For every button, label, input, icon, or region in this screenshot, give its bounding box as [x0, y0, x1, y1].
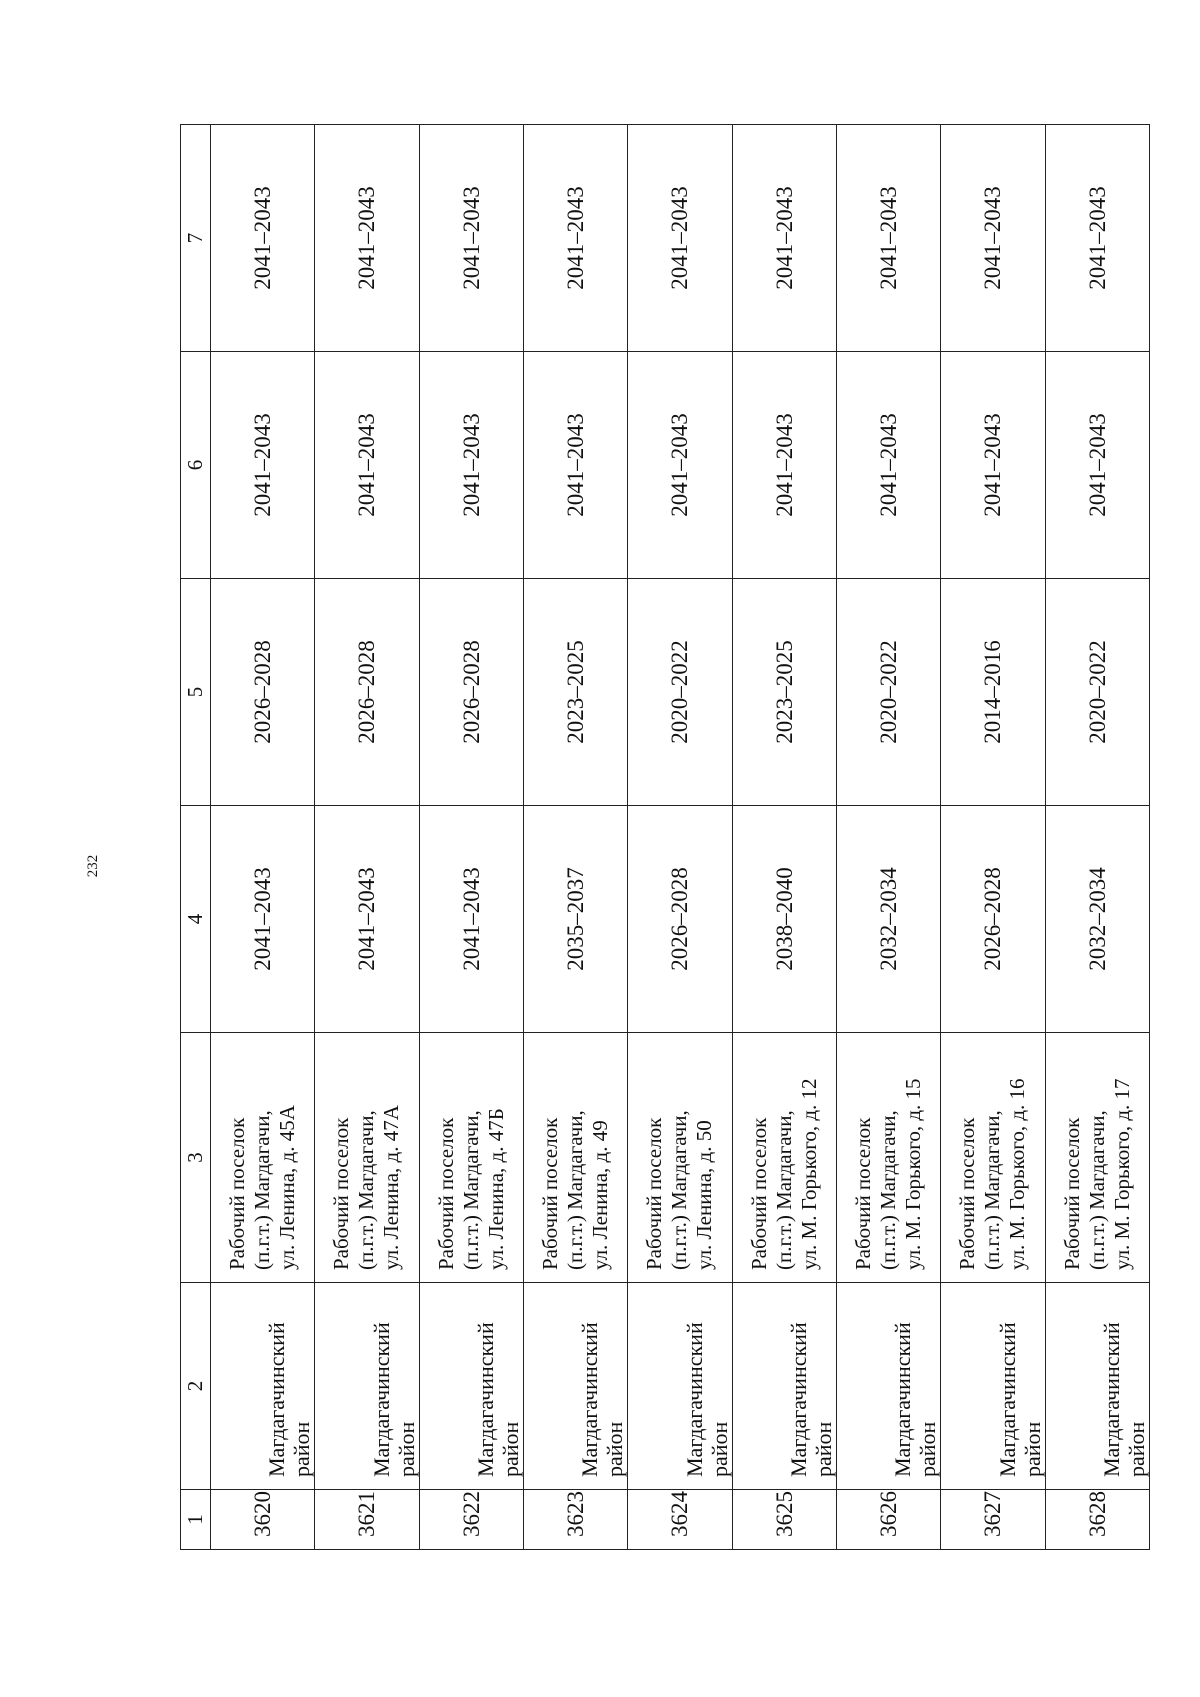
- address-line: (п.г.т.) Магдагачи,: [980, 1110, 1005, 1270]
- table-row: [523, 125, 627, 1550]
- row-number-cell: 3621: [315, 1490, 419, 1550]
- period-cell: 2026–2028: [315, 579, 419, 806]
- row-number-cell: 3625: [732, 1490, 836, 1550]
- column-header: 5: [181, 579, 211, 806]
- table-row: [732, 125, 836, 1550]
- period-cell: 2032–2034: [836, 806, 940, 1033]
- address-cell: [836, 1033, 940, 1283]
- period-cell: 2041–2043: [315, 806, 419, 1033]
- address-cell: [732, 1033, 836, 1283]
- address-line: (п.г.т.) Магдагачи,: [563, 1110, 588, 1270]
- period-cell: 2035–2037: [523, 806, 627, 1033]
- period-cell: 2023–2025: [732, 579, 836, 806]
- address-line: ул. М. Горького, д. 12: [796, 1078, 821, 1270]
- address-line: ул. М. Горького, д. 17: [1109, 1078, 1134, 1270]
- address-line: Рабочий поселок: [538, 1117, 563, 1270]
- address-line: ул. Ленина, д. 47Б: [483, 1108, 508, 1270]
- period-cell: 2032–2034: [1045, 806, 1149, 1033]
- period-cell: 2041–2043: [210, 806, 314, 1033]
- district-cell: Магдагачинский район: [523, 1283, 627, 1490]
- column-header: 2: [181, 1283, 211, 1490]
- period-cell: 2041–2043: [315, 125, 419, 352]
- address-line: ул. Ленина, д. 45А: [274, 1105, 299, 1270]
- address-cell: [315, 1033, 419, 1283]
- address-line: (п.г.т.) Магдагачи,: [249, 1110, 274, 1270]
- period-cell: 2041–2043: [941, 125, 1045, 352]
- column-header: 6: [181, 352, 211, 579]
- address-line: Рабочий поселок: [746, 1117, 771, 1270]
- district-cell: Магдагачинский район: [1045, 1283, 1149, 1490]
- address-line: (п.г.т.) Магдагачи,: [1084, 1110, 1109, 1270]
- table-header-row: [181, 125, 211, 1550]
- column-header: 7: [181, 125, 211, 352]
- period-cell: 2041–2043: [628, 125, 732, 352]
- period-cell: 2041–2043: [419, 125, 523, 352]
- address-line: Рабочий поселок: [642, 1117, 667, 1270]
- row-number-cell: 3626: [836, 1490, 940, 1550]
- address-cell: [419, 1033, 523, 1283]
- period-cell: 2026–2028: [941, 806, 1045, 1033]
- period-cell: 2041–2043: [523, 352, 627, 579]
- district-cell: Магдагачинский район: [732, 1283, 836, 1490]
- period-cell: 2041–2043: [523, 125, 627, 352]
- district-cell: Магдагачинский район: [315, 1283, 419, 1490]
- row-number-cell: 3622: [419, 1490, 523, 1550]
- data-table: [180, 124, 1150, 1550]
- row-number-cell: 3620: [210, 1490, 314, 1550]
- address-line: ул. Ленина, д. 50: [692, 1120, 717, 1270]
- period-cell: 2026–2028: [419, 579, 523, 806]
- address-line: ул. М. Горького, д. 15: [901, 1078, 926, 1270]
- page-number: 232: [85, 854, 101, 878]
- column-header: 4: [181, 806, 211, 1033]
- column-header: 1: [181, 1490, 211, 1550]
- address-line: Рабочий поселок: [1059, 1117, 1084, 1270]
- district-cell: Магдагачинский район: [836, 1283, 940, 1490]
- period-cell: 2041–2043: [419, 806, 523, 1033]
- period-cell: 2041–2043: [1045, 125, 1149, 352]
- address-cell: [941, 1033, 1045, 1283]
- period-cell: 2038–2040: [732, 806, 836, 1033]
- address-line: (п.г.т.) Магдагачи,: [667, 1110, 692, 1270]
- period-cell: 2014–2016: [941, 579, 1045, 806]
- row-number-cell: 3623: [523, 1490, 627, 1550]
- table-rotator: [180, 125, 1150, 1550]
- district-cell: Магдагачинский район: [419, 1283, 523, 1490]
- table-container: [180, 125, 1150, 1550]
- address-cell: [628, 1033, 732, 1283]
- table-row: [628, 125, 732, 1550]
- period-cell: 2041–2043: [210, 125, 314, 352]
- address-line: Рабочий поселок: [433, 1117, 458, 1270]
- period-cell: 2041–2043: [836, 352, 940, 579]
- address-line: (п.г.т.) Магдагачи,: [876, 1110, 901, 1270]
- table-row: [1045, 125, 1149, 1550]
- table-row: [836, 125, 940, 1550]
- period-cell: 2020–2022: [628, 579, 732, 806]
- period-cell: 2026–2028: [628, 806, 732, 1033]
- period-cell: 2020–2022: [1045, 579, 1149, 806]
- address-line: Рабочий поселок: [955, 1117, 980, 1270]
- address-line: (п.г.т.) Магдагачи,: [354, 1110, 379, 1270]
- address-line: (п.г.т.) Магдагачи,: [771, 1110, 796, 1270]
- address-cell: [1045, 1033, 1149, 1283]
- period-cell: 2041–2043: [210, 352, 314, 579]
- table-row: [315, 125, 419, 1550]
- address-line: ул. Ленина, д. 47А: [379, 1105, 404, 1270]
- period-cell: 2041–2043: [732, 352, 836, 579]
- table-row: [210, 125, 314, 1550]
- address-line: Рабочий поселок: [851, 1117, 876, 1270]
- address-line: ул. Ленина, д. 49: [588, 1120, 613, 1270]
- district-cell: Магдагачинский район: [941, 1283, 1045, 1490]
- period-cell: 2041–2043: [732, 125, 836, 352]
- row-number-cell: 3628: [1045, 1490, 1149, 1550]
- address-cell: [523, 1033, 627, 1283]
- district-cell: Магдагачинский район: [628, 1283, 732, 1490]
- address-line: ул. М. Горького, д. 16: [1005, 1078, 1030, 1270]
- column-header: 3: [181, 1033, 211, 1283]
- address-line: (п.г.т.) Магдагачи,: [458, 1110, 483, 1270]
- row-number-cell: 3624: [628, 1490, 732, 1550]
- period-cell: 2020–2022: [836, 579, 940, 806]
- address-cell: [210, 1033, 314, 1283]
- period-cell: 2041–2043: [628, 352, 732, 579]
- address-line: Рабочий поселок: [224, 1117, 249, 1270]
- period-cell: 2041–2043: [419, 352, 523, 579]
- period-cell: 2041–2043: [315, 352, 419, 579]
- period-cell: 2041–2043: [836, 125, 940, 352]
- period-cell: 2023–2025: [523, 579, 627, 806]
- row-number-cell: 3627: [941, 1490, 1045, 1550]
- table-row: [941, 125, 1045, 1550]
- district-cell: Магдагачинский район: [210, 1283, 314, 1490]
- address-line: Рабочий поселок: [329, 1117, 354, 1270]
- period-cell: 2026–2028: [210, 579, 314, 806]
- period-cell: 2041–2043: [941, 352, 1045, 579]
- period-cell: 2041–2043: [1045, 352, 1149, 579]
- table-row: [419, 125, 523, 1550]
